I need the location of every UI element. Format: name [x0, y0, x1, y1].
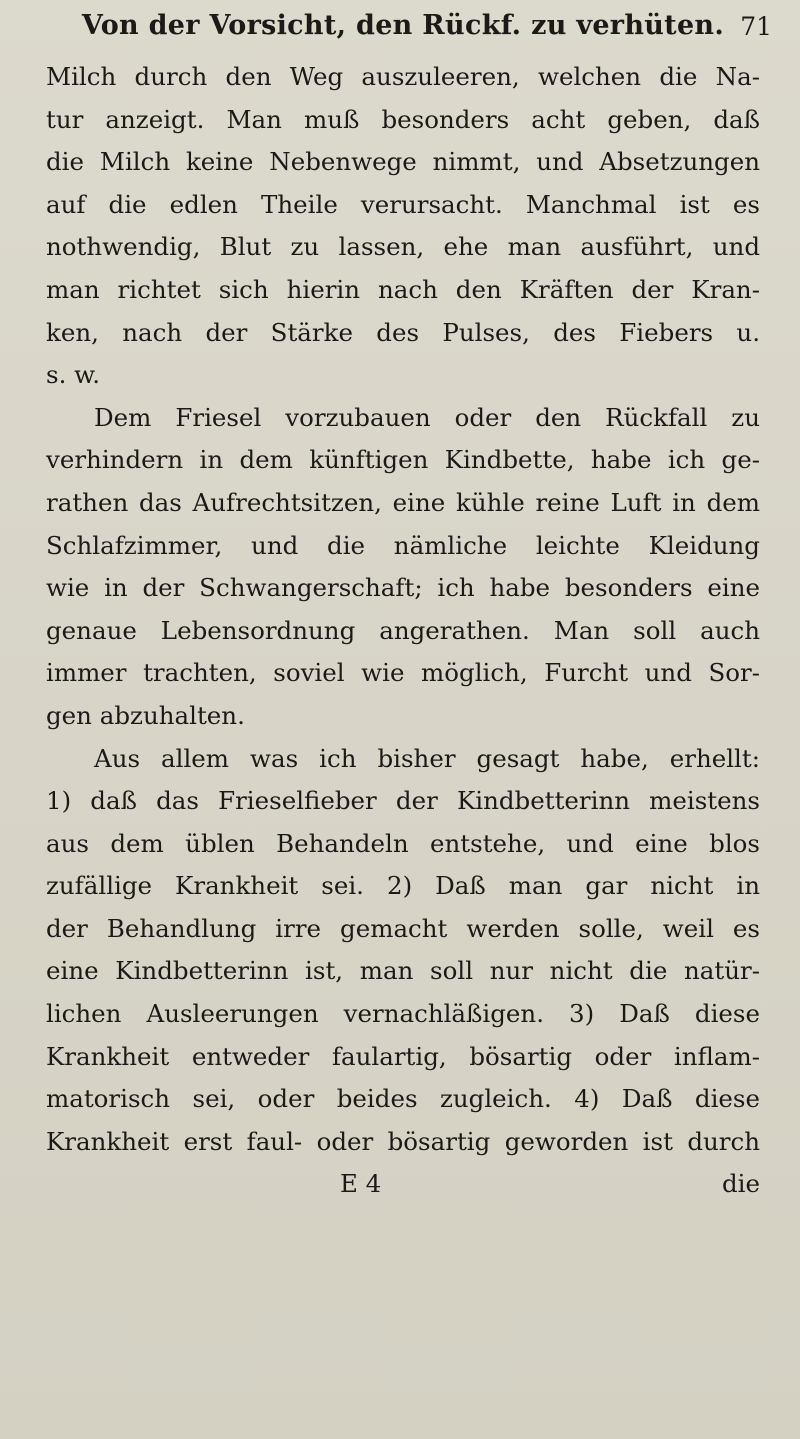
text-line: matorisch sei, oder beides zugleich. 4) Daß diese [46, 1084, 760, 1114]
text-line: nothwendig, Blut zu lassen, ehe man ausführt, und [46, 232, 760, 262]
text-line: s. w. [46, 360, 101, 390]
text-line: genaue Lebensordnung angerathen. Man soll auch [46, 615, 760, 645]
text-line: ken, nach der Stärke des Pulses, des Fiebers u. [46, 317, 760, 347]
text-line: Krankheit entweder faulartig, bösartig oder inflam- [46, 1041, 760, 1071]
text-line: Krankheit erst faul- oder bösartig geworden ist durch [46, 1126, 760, 1156]
text-line: die Milch keine Nebenwege nimmt, und Absetzungen [46, 147, 760, 177]
text-line: Aus allem was ich bisher gesagt habe, erhellt: [94, 743, 760, 773]
page-number: 71 [740, 12, 772, 41]
text-line: lichen Ausleerungen vernachläßigen. 3) Daß diese [46, 999, 760, 1029]
text-line: Milch durch den Weg auszuleeren, welchen die Na- [46, 62, 760, 91]
text-line: immer trachten, soviel wie möglich, Furcht und Sor- [46, 658, 760, 688]
text-line: rathen das Aufrechtsitzen, eine kühle reine Luft in dem [46, 487, 760, 517]
text-line: Schlafzimmer, und die nämliche leichte Kleidung [46, 530, 760, 560]
body-text [46, 56, 760, 1163]
text-line: wie in der Schwangerschaft; ich habe besonders eine [46, 573, 760, 603]
text-line: auf die edlen Theile verursacht. Manchmal ist es [46, 189, 760, 219]
catchword: die [721, 1169, 760, 1199]
text-line: aus dem üblen Behandeln entstehe, und eine blos [46, 828, 760, 858]
text-line: tur anzeigt. Man muß besonders acht geben, daß [46, 104, 760, 134]
text-line: man richtet sich hierin nach den Kräften der Kran- [46, 274, 760, 304]
text-line: 1) daß das Frieselfieber der Kindbetterinn meistens [46, 786, 760, 816]
running-title: Von der Vorsicht, den Rückf. zu verhüten. [81, 10, 725, 41]
text-line: zufällige Krankheit sei. 2) Daß man gar nicht in [46, 871, 760, 901]
page-footer [46, 1165, 760, 1207]
signature-mark: E 4 [340, 1169, 382, 1199]
text-line: Dem Friesel vorzubauen oder den Rückfall zu [94, 402, 760, 432]
text-line: eine Kindbetterinn ist, man soll nur nicht die natür- [46, 956, 760, 986]
text-line: der Behandlung irre gemacht werden solle, weil es [46, 913, 760, 943]
text-line: verhindern in dem künftigen Kindbette, habe ich ge- [46, 445, 760, 475]
text-line: gen abzuhalten. [46, 700, 245, 730]
running-head [46, 0, 772, 48]
